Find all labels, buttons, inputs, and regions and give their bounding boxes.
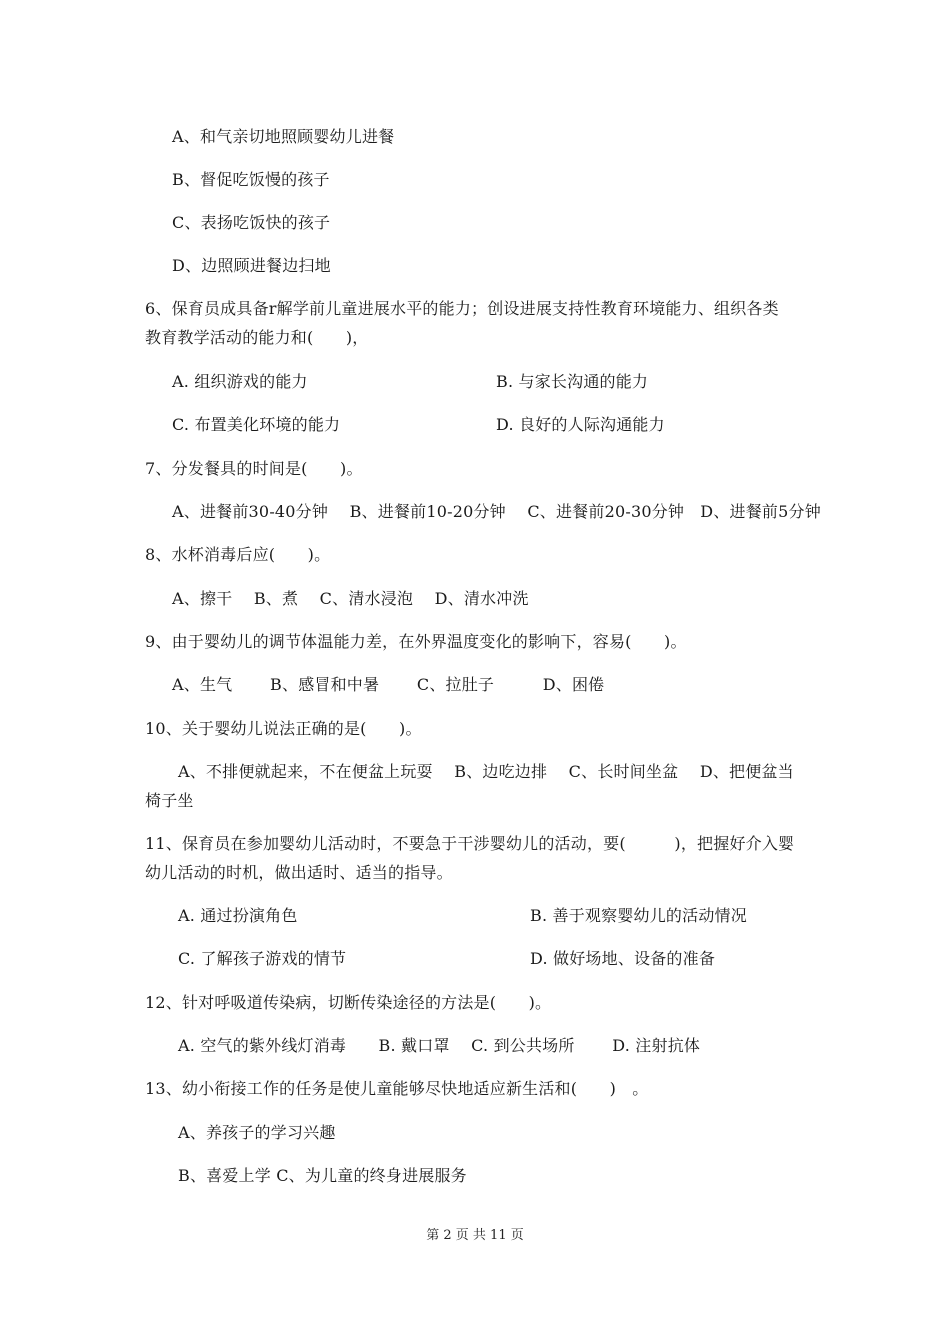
q13-option-bc: B、喜爱上学 C、为儿童的终身进展服务 [178, 1166, 467, 1185]
q11-option-d: D. 做好场地、设备的准备 [530, 949, 716, 968]
q13-stem: 13、幼小衔接工作的任务是使儿童能够尽快地适应新生活和( ) 。 [145, 1079, 649, 1098]
q7-options: A、进餐前30-40分钟 B、进餐前10-20分钟 C、进餐前20-30分钟 D、进餐前5分钟 [172, 502, 821, 521]
q6-option-c: C. 布置美化环境的能力 [172, 415, 341, 434]
q7-stem: 7、分发餐具的时间是( )。 [145, 459, 363, 478]
q12-options: A. 空气的紫外线灯消毒 B. 戴口罩 C. 到公共场所 D. 注射抗体 [178, 1036, 701, 1055]
q5-option-c: C、表扬吃饭快的孩子 [172, 213, 331, 232]
q10-options-line-2: 椅子坐 [145, 791, 194, 810]
q8-stem: 8、水杯消毒后应( )。 [145, 545, 331, 564]
q6-option-a: A. 组织游戏的能力 [172, 372, 308, 391]
q5-option-a: A、和气亲切地照顾婴幼儿进餐 [172, 127, 395, 146]
q8-options: A、擦干 B、煮 C、清水浸泡 D、清水冲洗 [172, 589, 529, 608]
q9-stem: 9、由于婴幼儿的调节体温能力差，在外界温度变化的影响下，容易( )。 [145, 632, 687, 651]
q12-stem: 12、针对呼吸道传染病，切断传染途径的方法是( )。 [145, 993, 552, 1012]
q13-option-a: A、养孩子的学习兴趣 [178, 1123, 336, 1142]
q11-stem-line-1: 11、保育员在参加婴幼儿活动时，不要急于干涉婴幼儿的活动，要( )，把握好介入婴 [145, 834, 795, 853]
q9-options: A、生气 B、感冒和中暑 C、拉肚子 D、困倦 [172, 675, 605, 694]
q11-option-a: A. 通过扮演角色 [178, 906, 298, 925]
q5-option-b: B、督促吃饭慢的孩子 [172, 170, 330, 189]
q6-stem-line-2: 教育教学活动的能力和( )， [145, 328, 369, 347]
q11-option-c: C. 了解孩子游戏的情节 [178, 949, 347, 968]
q10-stem: 10、关于婴幼儿说法正确的是( )。 [145, 719, 422, 738]
q6-option-b: B. 与家长沟通的能力 [496, 372, 649, 391]
q10-options-line-1: A、不排便就起来，不在便盆上玩耍 B、边吃边排 C、长时间坐盆 D、把便盆当 [178, 762, 794, 781]
q6-stem-line-1: 6、保育员成具备r解学前儿童进展水平的能力；创设进展支持性教育环境能力、组织各类 [145, 299, 779, 318]
q6-option-d: D. 良好的人际沟通能力 [496, 415, 665, 434]
q11-option-b: B. 善于观察婴幼儿的活动情况 [530, 906, 747, 925]
q11-stem-line-2: 幼儿活动的时机，做出适时、适当的指导。 [145, 863, 453, 882]
q5-option-d: D、边照顾进餐边扫地 [172, 256, 331, 275]
page-number-footer: 第 2 页 共 11 页 [426, 1228, 524, 1243]
